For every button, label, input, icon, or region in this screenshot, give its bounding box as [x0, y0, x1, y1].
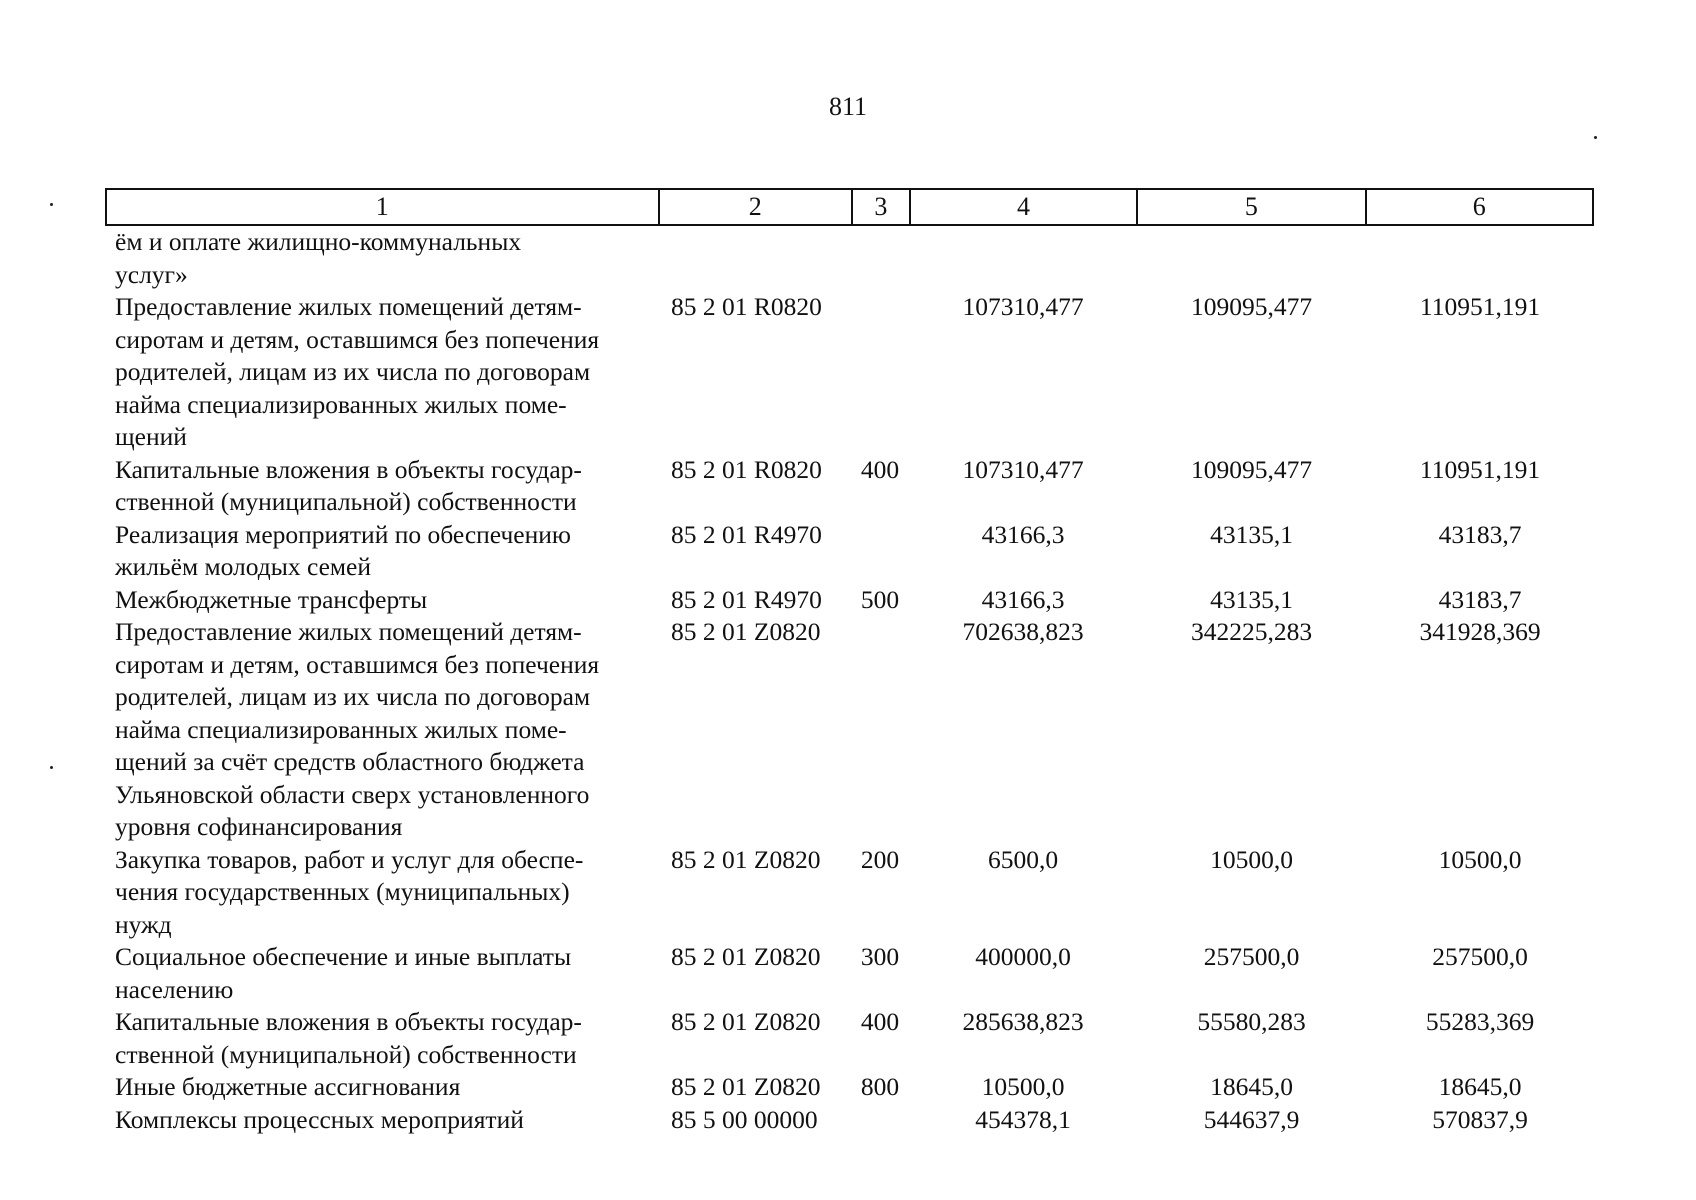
item-value-col5: 109095,477 [1190, 292, 1313, 321]
scan-speck [1594, 136, 1597, 139]
item-code: 85 2 01 Z0820 [671, 1072, 821, 1101]
item-expense-type: 500 [860, 584, 900, 614]
table-row [105, 616, 1594, 844]
column-header-2: 2 [658, 190, 851, 224]
item-value-col6: 110951,191 [1419, 454, 1541, 484]
item-code: 85 2 01 R4970 [671, 584, 822, 614]
item-name: Иные бюджетные ассигнования [115, 1072, 461, 1101]
table-row [105, 1104, 1594, 1137]
item-name: Предоставление жилых помещений детям- сиротам и детям, оставшимся без попечения родителей, лицам из их числа по договорам найма специализированных жилых поме- щений за счёт средств областного бюджета Ульяновской области сверх установленного уровня софинансирования [115, 617, 600, 841]
item-value-col5 [1137, 226, 1366, 291]
scan-speck [50, 766, 53, 769]
item-name: Капитальные вложения в объекты государ- ственной (муниципальной) собственности [115, 454, 582, 516]
column-header-3: 3 [851, 190, 909, 224]
table-row [105, 844, 1594, 942]
item-expense-type: 400 [860, 454, 900, 484]
item-value-col4 [909, 226, 1137, 291]
item-value-col5: 55580,283 [1197, 1007, 1306, 1036]
item-expense-type [851, 226, 909, 291]
item-value-col4: 400000,0 [975, 942, 1071, 971]
table-header [105, 188, 1594, 226]
item-value-col5: 43135,1 [1210, 584, 1293, 614]
item-value-col4: 454378,1 [975, 1104, 1071, 1134]
item-name: Социальное обеспечение и иные выплаты населению [115, 942, 572, 1004]
table-row [105, 941, 1594, 1006]
item-name: Предоставление жилых помещений детям- сиротам и детям, оставшимся без попечения родителей, лицам из их числа по договорам найма специализированных жилых поме- щений [115, 292, 600, 451]
item-value-col6 [1366, 226, 1594, 291]
item-expense-type: 300 [860, 942, 900, 971]
table-row [105, 519, 1594, 584]
table-row [105, 1071, 1594, 1104]
item-value-col5: 109095,477 [1190, 454, 1313, 484]
item-value-col4: 43166,3 [981, 584, 1065, 614]
item-code: 85 5 00 00000 [671, 1104, 818, 1134]
item-expense-type [851, 519, 909, 584]
item-name: Комплексы процессных мероприятий [115, 1104, 524, 1134]
column-header-5: 5 [1136, 190, 1364, 224]
table-row [105, 454, 1594, 519]
column-header-6: 6 [1365, 190, 1592, 224]
budget-table [105, 226, 1594, 1136]
item-value-col6: 43183,7 [1438, 584, 1522, 614]
item-value-col6: 110951,191 [1419, 292, 1541, 321]
item-value-col5: 544637,9 [1203, 1104, 1300, 1134]
item-expense-type: 800 [860, 1072, 900, 1101]
item-code: 85 2 01 R0820 [671, 292, 822, 321]
table-row [105, 291, 1594, 454]
item-code: 85 2 01 Z0820 [671, 617, 821, 646]
item-value-col5: 257500,0 [1203, 942, 1300, 971]
item-code: 85 2 01 R4970 [671, 519, 822, 549]
item-expense-type: 400 [860, 1007, 900, 1036]
item-value-col6: 570837,9 [1432, 1104, 1528, 1134]
item-value-col5: 43135,1 [1210, 519, 1293, 549]
item-value-col6: 55283,369 [1425, 1007, 1535, 1036]
item-value-col4: 702638,823 [962, 617, 1084, 646]
item-value-col5: 342225,283 [1190, 617, 1313, 646]
item-expense-type [851, 616, 909, 844]
item-code: 85 2 01 Z0820 [671, 1007, 821, 1036]
item-value-col6: 341928,369 [1419, 617, 1541, 646]
item-value-col4: 43166,3 [981, 519, 1065, 549]
item-name: ём и оплате жилищно-коммунальных услуг» [115, 227, 522, 289]
item-name: Межбюджетные трансферты [115, 584, 428, 614]
column-header-1: 1 [375, 192, 389, 221]
item-value-col5: 10500,0 [1210, 844, 1293, 874]
item-value-col4: 10500,0 [981, 1072, 1065, 1101]
item-value-col4: 107310,477 [962, 454, 1084, 484]
scan-speck [50, 203, 53, 206]
item-expense-type [851, 1104, 909, 1137]
item-name: Реализация мероприятий по обеспечению жильём молодых семей [115, 519, 571, 581]
column-header-4: 4 [909, 190, 1136, 224]
item-value-col4: 107310,477 [962, 292, 1084, 321]
item-code: 85 2 01 R0820 [671, 454, 822, 484]
item-value-col6: 18645,0 [1438, 1072, 1522, 1101]
item-value-col6: 10500,0 [1438, 844, 1522, 874]
item-value-col6: 43183,7 [1438, 519, 1522, 549]
item-name: Капитальные вложения в объекты государ- ственной (муниципальной) собственности [115, 1007, 582, 1069]
item-expense-type: 200 [860, 844, 900, 874]
item-expense-type [851, 291, 909, 454]
item-code: 85 2 01 Z0820 [671, 942, 821, 971]
table-row [105, 1006, 1594, 1071]
item-value-col4: 6500,0 [987, 844, 1059, 874]
item-code: 85 2 01 Z0820 [671, 844, 821, 874]
item-value-col5: 18645,0 [1210, 1072, 1293, 1101]
item-name: Закупка товаров, работ и услуг для обеспе- чения государственных (муниципальных) нужд [115, 844, 584, 939]
item-value-col4: 285638,823 [962, 1007, 1084, 1036]
table-row [105, 226, 1594, 291]
page-number: 811 [828, 92, 868, 121]
item-code [657, 226, 851, 291]
table-row [105, 584, 1594, 617]
item-value-col6: 257500,0 [1432, 942, 1528, 971]
